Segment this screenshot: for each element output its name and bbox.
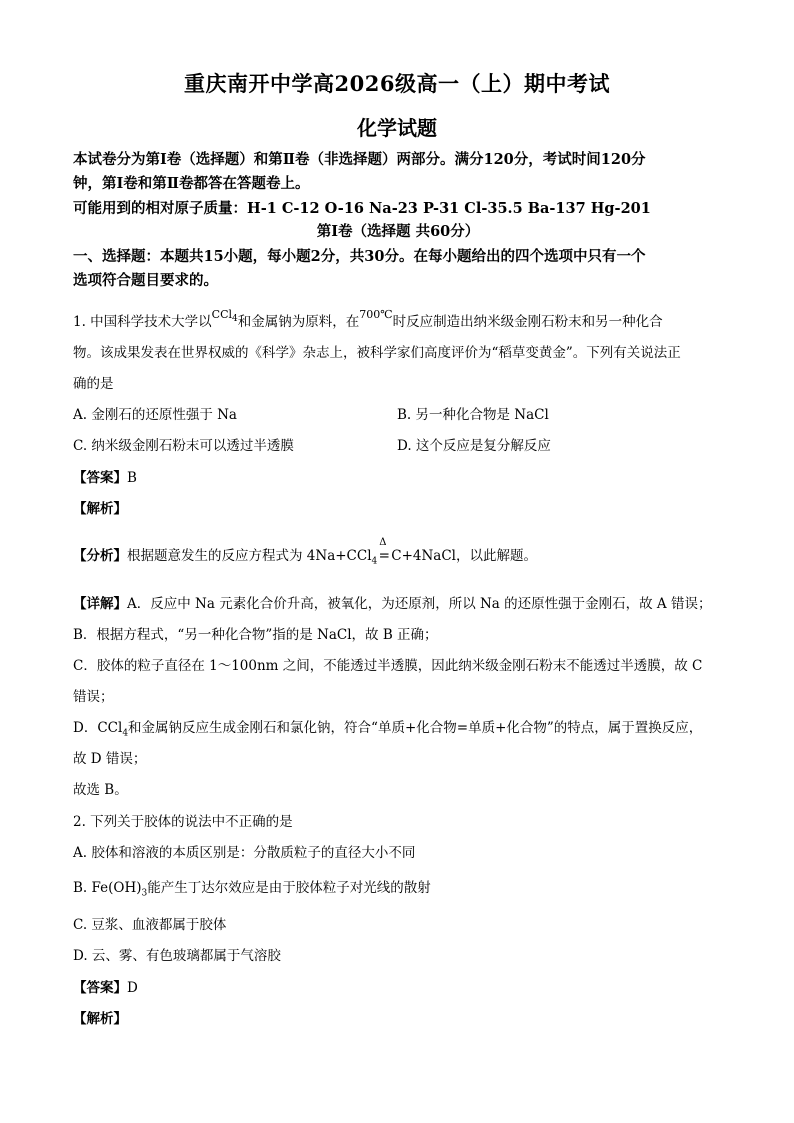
q2-option-b-sub: 3 bbox=[141, 888, 148, 899]
subject-title: 化学试题 bbox=[357, 116, 437, 140]
intro-line-1: 本试卷分为第Ⅰ卷（选择题）和第Ⅱ卷（非选择题）两部分。满分120分，考试时间120分 bbox=[73, 151, 646, 168]
q1-detail-label: 【详解】 bbox=[73, 596, 127, 612]
q1-answer bbox=[73, 466, 723, 486]
q1-fenxi-text-b: C+4NaCl，以此解题。 bbox=[391, 548, 538, 564]
q2-option-d: D. 云、雾、有色玻璃都属于气溶胶 bbox=[73, 948, 281, 964]
q1-stem-line-2: 物。该成果发表在世界权威的《科学》杂志上，被科学家们高度评价为“稻草变黄金”。下列有关说法正 bbox=[73, 345, 681, 361]
q1-detail-b: B．根据方程式，“另一种化合物”指的是 NaCl，故 B 正确； bbox=[73, 627, 438, 643]
q1-fenxi-text-a: 根据题意发生的反应方程式为 4Na+CCl bbox=[127, 548, 372, 564]
q1-option-d: D. 这个反应是复分解反应 bbox=[397, 438, 551, 454]
q1-detail-c1: C．胶体的粒子直径在 1～100nm 之间，不能透过半透膜，因此纳米级金刚石粉末不能透过半透膜，故 C bbox=[73, 658, 703, 674]
reaction-arrow-icon: Δ = bbox=[378, 537, 390, 564]
q1-ccl-sub: 4 bbox=[232, 314, 238, 325]
q2-option-b-post: 能产生丁达尔效应是由于胶体粒子对光线的散射 bbox=[147, 880, 431, 896]
q1-stem-part-a: 1. 中国科学技术大学以 bbox=[73, 314, 212, 330]
q2-option-b bbox=[73, 876, 431, 899]
q1-detail-c2: 错误； bbox=[73, 689, 114, 705]
q2-answer bbox=[73, 976, 723, 996]
q1-ccl: CCl bbox=[211, 308, 233, 321]
intro-line-2: 钟，第Ⅰ卷和第Ⅱ卷都答在答题卷上。 bbox=[73, 175, 310, 192]
q1-answer-value: B bbox=[127, 470, 137, 486]
q1-fenxi bbox=[73, 537, 723, 567]
q1-fenxi-sub: 4 bbox=[371, 556, 378, 567]
q1-temperature: 700℃ bbox=[359, 308, 393, 321]
q1-detail-d1-b: 和金属钠反应生成金刚石和氯化钠，符合“单质+化合物=单质+化合物”的特点，属于置换反应， bbox=[128, 720, 703, 736]
delta-symbol: Δ bbox=[379, 537, 387, 548]
section-one-line-1: 一、选择题：本题共15小题，每小题2分，共30分。在每小题给出的四个选项中只有一个 bbox=[73, 248, 646, 265]
section-one-line-2: 选项符合题目要求的。 bbox=[73, 272, 218, 289]
q2-option-b-pre: B. Fe(OH) bbox=[73, 880, 142, 896]
q1-detail-d1 bbox=[73, 716, 723, 739]
q1-fenxi-label: 【分析】 bbox=[73, 548, 127, 564]
q1-option-c: C. 纳米级金刚石粉末可以透过半透膜 bbox=[73, 438, 294, 454]
q1-answer-label: 【答案】 bbox=[73, 470, 127, 486]
atomic-masses: 可能用到的相对原子质量：H-1 C-12 O-16 Na-23 P-31 Cl-35.5 Ba-137 Hg-201 bbox=[73, 200, 651, 217]
q2-option-a: A. 胶体和溶液的本质区别是：分散质粒子的直径大小不同 bbox=[73, 845, 416, 861]
q1-option-b: B. 另一种化合物是 NaCl bbox=[397, 407, 549, 423]
q1-detail-d1-a: D．CCl bbox=[73, 720, 123, 736]
exam-title: 重庆南开中学高2026级高一（上）期中考试 bbox=[184, 71, 610, 96]
q2-answer-label: 【答案】 bbox=[73, 980, 127, 996]
q1-option-a: A. 金刚石的还原性强于 Na bbox=[73, 407, 237, 423]
q1-conclusion: 故选 B。 bbox=[73, 782, 128, 798]
q1-detail-a-text: A．反应中 Na 元素化合价升高，被氧化，为还原剂，所以 Na 的还原性强于金刚石，故 A 错误； bbox=[127, 596, 712, 612]
q2-option-c: C. 豆浆、血液都属于胶体 bbox=[73, 917, 227, 933]
part-one-heading: 第Ⅰ卷（选择题 共60分） bbox=[316, 223, 480, 240]
q1-stem-line-3: 确的是 bbox=[73, 376, 114, 392]
q1-stem-part-b: 和金属钠为原料，在 bbox=[237, 314, 360, 330]
q2-stem: 2. 下列关于胶体的说法中不正确的是 bbox=[73, 814, 293, 830]
q1-stem-part-c: 时反应制造出纳米级金刚石粉末和另一种化合 bbox=[392, 314, 663, 330]
q2-answer-value: D bbox=[127, 980, 138, 996]
q1-ccl4-formula bbox=[211, 308, 238, 325]
q1-stem-line-1 bbox=[73, 310, 723, 332]
q1-detail-d1-sub: 4 bbox=[122, 728, 129, 739]
q1-detail-d2: 故 D 错误； bbox=[73, 751, 147, 767]
q1-detail-a bbox=[73, 592, 723, 612]
q1-analysis-label: 【解析】 bbox=[73, 501, 127, 517]
q2-analysis-label: 【解析】 bbox=[73, 1011, 127, 1027]
